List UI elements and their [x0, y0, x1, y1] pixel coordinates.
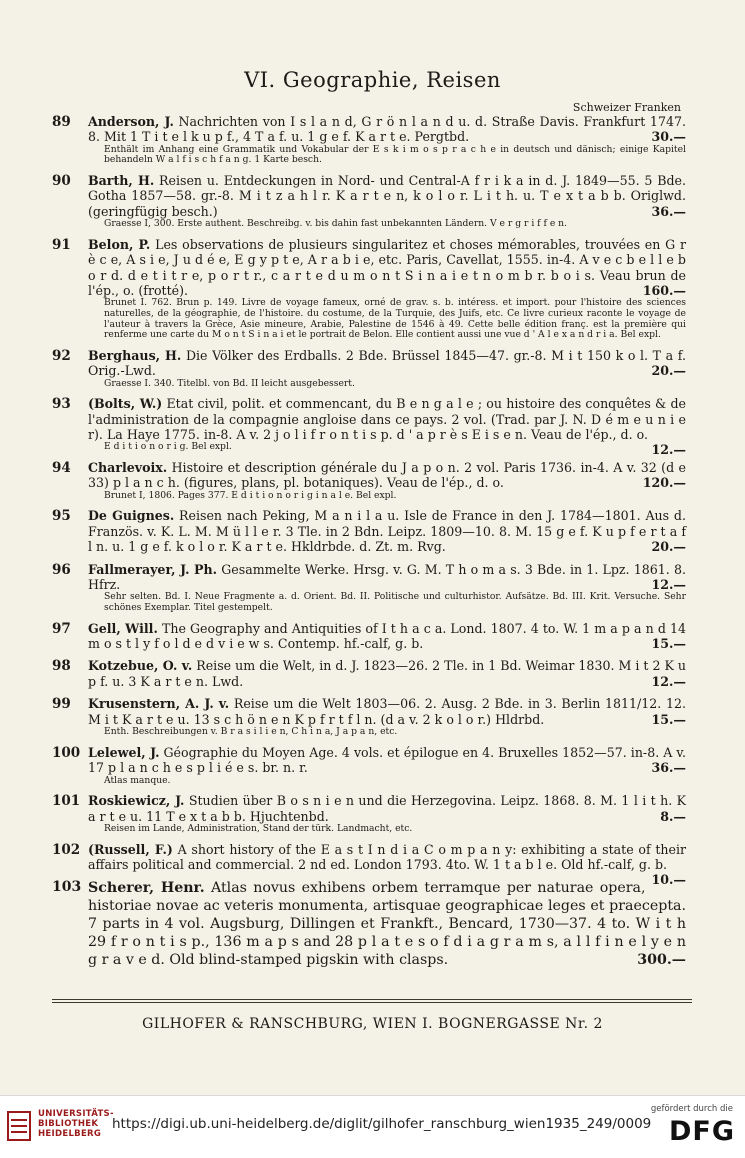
entry-author: De Guignes.: [88, 508, 175, 524]
list-item: [38, 745, 686, 786]
dfg-logo: DFG: [668, 1116, 735, 1147]
entry-price: 120.—: [642, 475, 686, 491]
list-item: [38, 396, 686, 458]
entry-author: Charlevoix.: [88, 460, 168, 476]
entry-author: (Bolts, W.): [88, 396, 163, 412]
list-item: [38, 696, 686, 737]
entry-price: 15.—: [651, 636, 686, 652]
entry-number: 94: [52, 460, 71, 477]
entry-text: Reise um die Welt, in d. J. 1823—26. 2 Tle. in 1 Bd. Weimar 1830. M i t 2 K u p f. u. 3 K a r t e n. Lwd.: [88, 658, 687, 689]
entry-number: 100: [52, 744, 81, 761]
entry-author: Barth, H.: [88, 173, 155, 188]
list-item: [38, 114, 686, 166]
entry-text: The Geography and Antiquities of I t h a c a. Lond. 1807. 4 to. W. 1 m a p a n d 14 m o s t l y f o l d e d v i e w s. Contemp. hf.-calf, g. b.: [88, 620, 686, 652]
page-footer: GILHOFER & RANSCHBURG, WIEN I. BOGNERGASSE Nr. 2: [142, 1016, 603, 1032]
page-title: VI. Geographie, Reisen: [244, 68, 501, 92]
entry-note: Graesse I, 300. Erste authent. Beschreibg. v. bis dahin fast unbekannten Ländern. V e r g r i f f e n.: [104, 218, 568, 230]
entry-text: Reisen nach Peking, M a n i l a u. Isle de France in den J. 1784—1801. Aus d. Französ. v. K. L. M. M ü l l e r. 3 Tle. in 2 Bdn. Leipz. 1809—10. 8. M. 15 g e f. K u p f e r t a f l n. u. 1 g e f. k o l o r. K a r t e. Hkldrbde. d. Zt. m. Rvg.: [88, 508, 686, 555]
entry-note: E d i t i o n o r i g. Bel expl.: [104, 441, 232, 453]
list-item: [38, 508, 686, 554]
entry-price: 36.—: [651, 203, 686, 219]
entry-number: 90: [52, 173, 71, 189]
entry-text: Atlas novus exhibens orbem terramque per naturae opera, historiae novae ac veteris monumenta, artisquae geographicae leges et praecepta. 7 parts in 4 vol. Augsburg, Dillingen et Frankft., Bencard, 1730—37. 4 to. W i t h 29 f r o n t i s p., 136 m a p s and 28 p l a t e s o f d i a g r a m s, a l l f i n e l y e n g r a v e d. Old blind-stamped pigskin with clasps.: [88, 880, 686, 969]
entry-text: A short history of the E a s t I n d i a C o m p a n y: exhibiting a state of their affairs political and commercial. 2 nd ed. London 1793. 4to. W. 1 t a b l e. Old hf.-calf, g. b.: [88, 841, 686, 872]
entry-number: 99: [52, 696, 71, 713]
entry-note: Sehr selten. Bd. I. Neue Fragmente a. d. Orient. Bd. II. Politische und culturhistor. Aufsätze. Bd. III. Krit. Versuche. Sehr schönes Exemplar. Titel gestempelt.: [104, 591, 686, 614]
entry-price: 15.—: [651, 711, 686, 727]
list-item: [38, 879, 686, 969]
entry-note: Enthält im Anhang eine Grammatik und Vokabular der E s k i m o s p r a c h e in deutsch und dänisch; einige Kapitel behandeln W a l f i s c h f a n g. 1 Karte besch.: [104, 143, 686, 166]
list-item: [38, 658, 686, 689]
entry-number: 92: [52, 347, 71, 364]
entry-number: 103: [52, 879, 82, 896]
viewer-footer-bar: [0, 1095, 745, 1158]
entry-text: Studien über B o s n i e n und die Herzegovina. Leipz. 1868. 8. M. 1 l i t h. K a r t e u. 11 T e x t a b b. Hjuchtenbd.: [88, 793, 686, 824]
entry-note: Reisen im Lande, Administration, Stand der türk. Landmacht, etc.: [104, 822, 413, 834]
entry-text: Reisen u. Entdeckungen in Nord- und Central-A f r i k a in d. J. 1849—55. 5 Bde. Gotha 1857—58. gr.-8. M i t z a h l r. K a r t e n, k o l o r. L i t h. u. T e x t a b b. Origlwd. (geringfügig besch.): [88, 173, 686, 219]
entry-author: Roskiewicz, J.: [88, 793, 185, 809]
funded-by-label: gefördert durch die: [650, 1104, 733, 1114]
entry-author: Scherer, Henr.: [88, 880, 205, 897]
entry-number: 93: [52, 396, 71, 413]
entry-note: Atlas manque.: [104, 774, 171, 786]
entry-number: 89: [52, 114, 71, 130]
entry-price: 160.—: [642, 283, 686, 299]
entry-text: Die Völker des Erdballs. 2 Bde. Brüssel 1845—47. gr.-8. M i t 150 k o l. T a f. Orig.-Lwd.: [88, 347, 686, 379]
entry-price: 20.—: [651, 539, 686, 555]
university-seal-icon: [6, 1110, 32, 1142]
entry-author: Anderson, J.: [88, 114, 174, 129]
entry-author: Lelewel, J.: [88, 744, 160, 760]
entry-author: Fallmerayer, J. Ph.: [88, 561, 218, 577]
entry-author: Gell, Will.: [88, 620, 158, 636]
entry-note: Graesse I. 340. Titelbl. von Bd. II leicht ausgebessert.: [104, 377, 355, 389]
list-item: [38, 460, 686, 501]
entry-price: 10.—: [651, 872, 686, 888]
entry-author: Berghaus, H.: [88, 347, 182, 363]
institution-name: UNIVERSITÄTS- BIBLIOTHEK HEIDELBERG: [38, 1109, 114, 1139]
entry-text: Géographie du Moyen Age. 4 vols. et épilogue en 4. Bruxelles 1852—57. in-8. A v. 17 p l a n c h e s p l i é e s. br. n. r.: [88, 744, 686, 776]
entry-price: 20.—: [651, 363, 686, 379]
entry-number: 95: [52, 508, 71, 525]
entry-text: Reise um die Welt 1803—06. 2. Ausg. 2 Bde. in 3. Berlin 1811/12. 12. M i t K a r t e u. 13 s c h ö n e n K p f r t f l n. (d a v. 2 k o l o r.) Hldrbd.: [88, 696, 686, 727]
entry-number: 101: [52, 793, 81, 810]
list-item: [38, 621, 686, 652]
list-item: [38, 237, 686, 341]
entry-number: 97: [52, 620, 71, 637]
list-item: [38, 562, 686, 614]
entry-author: Kotzebue, O. v.: [88, 658, 193, 674]
entry-price: 12.—: [651, 673, 686, 689]
entry-price: 300.—: [637, 952, 686, 969]
entry-number: 102: [52, 841, 81, 858]
entry-note: Brunet I. 762. Brun p. 149. Livre de voyage fameux, orné de grav. s. b. intéress. et import. pour l'histoire des sciences naturelles, de la géographie, de l'histoire. du costume, de la Turquie, des Juifs, etc. Ce livre curieux raconte le voyage de l'auteur à travers la Grèce, Asie mineure, Arabie, Palestine de 1546 à 49. Cette belle édition franç. est la première qui renferme une carte du M o n t S i n a i et le portrait de Belon. Elle contient aussi une vue d ' A l e x a n d r i a. Bel expl.: [104, 297, 686, 341]
entry-number: 96: [52, 561, 71, 578]
currency-label: Schweizer Franken: [572, 101, 681, 114]
list-item: [38, 348, 686, 389]
entry-text: Les observations de plusieurs singularitez et choses mémorables, trouvées en G r è c e, A s i e, J u d é e, E g y p t e, A r a b i e, etc. Paris, Cavellat, 1555. in-4. A v e c b e l l e b o r d. d e t i t r e, p o r t r., c a r t e d u m o n t S i n a i e t n o m b r. b o i s. Veau brun de l'ép., o. (frotté).: [88, 236, 686, 299]
entry-price: 8.—: [660, 808, 686, 824]
entry-text: Etat civil, polit. et commencant, du B e n g a l e ; ou histoire des conquêtes & de l'administration de la compagnie angloise dans ce pays. 2 vol. (Trad. par J. N. D é m e u n i e r). La Haye 1775. in-8. A v. 2 j o l i f r o n t i s p. d ' a p r è s E i s e n. Veau de l'ép., d. o.: [88, 396, 686, 443]
entry-number: 98: [52, 658, 71, 675]
entry-note: Brunet I, 1806. Pages 377. E d i t i o n o r i g i n a l e. Bel expl.: [104, 489, 397, 501]
list-item: [38, 173, 686, 230]
entry-author: Belon, P.: [88, 236, 151, 252]
entry-list: [38, 114, 686, 976]
entry-price: 30.—: [651, 129, 686, 145]
entry-text: Histoire et description générale du J a p o n. 2 vol. Paris 1736. in-4. A v. 32 (d e 33) p l a n c h. (figures, plans, pl. botaniques). Veau de l'ép., d. o.: [88, 460, 686, 491]
footer-divider: [52, 999, 692, 1003]
permalink-url[interactable]: https://digi.ub.uni-heidelberg.de/diglit/gilhofer_ranschburg_wien1935_249/0009: [112, 1116, 652, 1132]
entry-number: 91: [52, 236, 71, 253]
entry-note: Enth. Beschreibungen v. B r a s i l i e n, C h i n a, J a p a n, etc.: [104, 726, 398, 738]
entry-price: 36.—: [651, 760, 686, 776]
entry-text: Nachrichten von I s l a n d, G r ö n l a n d u. d. Straße Davis. Frankfurt 1747. 8. Mit 1 T i t e l k u p f., 4 T a f. u. 1 g e f. K a r t e. Pergtbd.: [88, 114, 686, 145]
entry-text: Gesammelte Werke. Hrsg. v. G. M. T h o m a s. 3 Bde. in 1. Lpz. 1861. 8. Hfrz.: [88, 561, 686, 593]
list-item: [38, 793, 686, 834]
entry-price: 12.—: [651, 577, 686, 593]
entry-author: Krusenstern, A. J. v.: [88, 696, 230, 712]
entry-author: (Russell, F.): [88, 841, 173, 857]
entry-price: 12.—: [651, 442, 686, 458]
